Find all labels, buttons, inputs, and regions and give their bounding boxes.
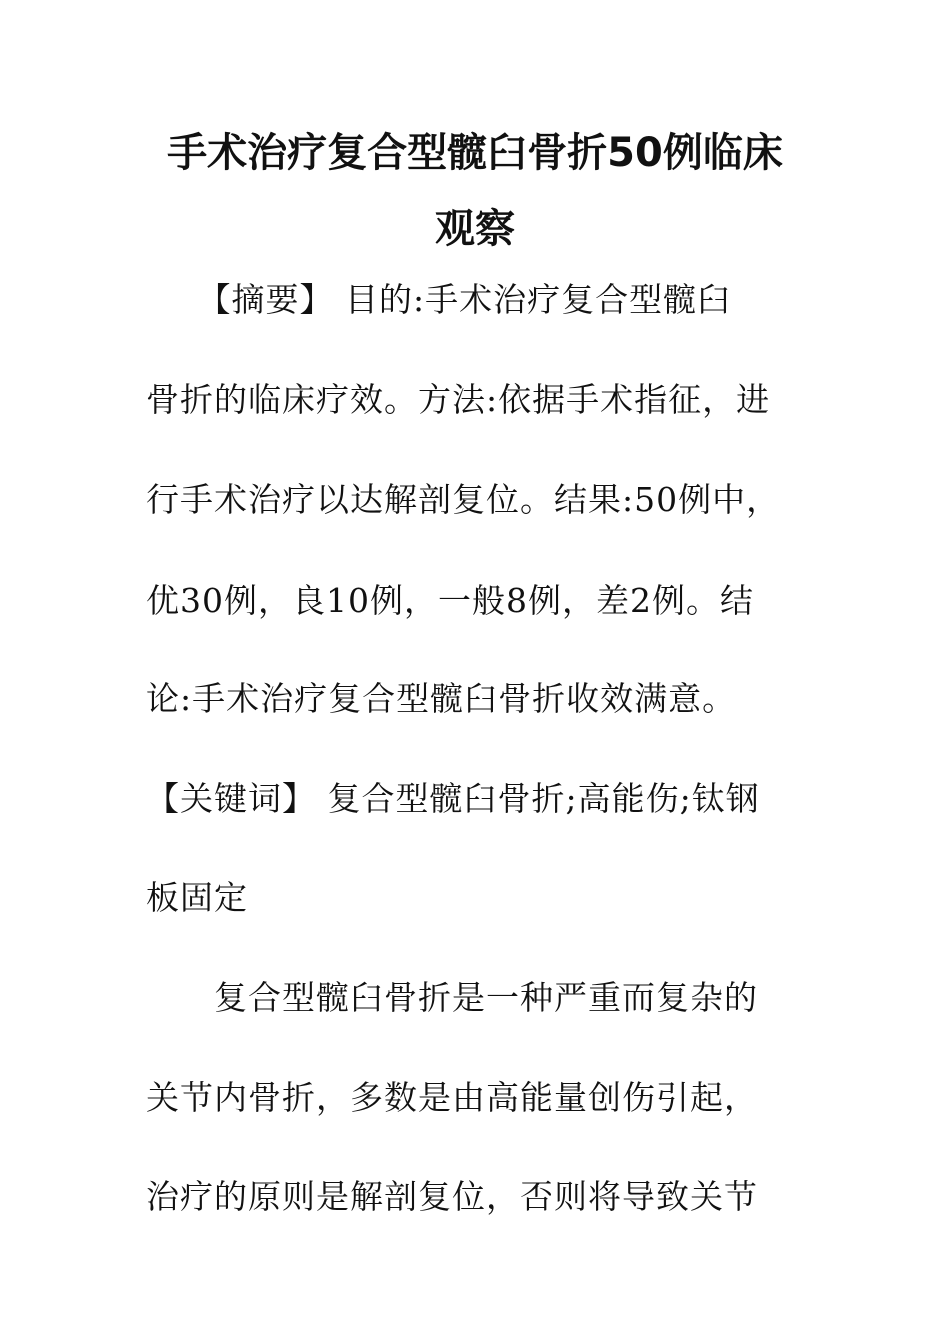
abstract-line-2: 骨折的临床疗效。方法:依据手术指征，进 [146, 380, 771, 419]
body-paragraph-line-2: 关节内骨折，多数是由高能量创伤引起， [146, 1078, 758, 1117]
keywords-line-1: 【关键词】 复合型髋臼骨折;高能伤;钛钢 [146, 779, 760, 818]
abstract-line-1: 【摘要】 目的:手术治疗复合型髋臼 [146, 280, 732, 319]
abstract-line-3: 行手术治疗以达解剖复位。结果:50例中， [146, 480, 781, 519]
keywords-line-2: 板固定 [146, 878, 248, 917]
body-paragraph-line-1: 复合型髋臼骨折是一种严重而复杂的 [146, 978, 758, 1017]
abstract-line-4: 优30例，良10例，一般8例，差2例。结 [146, 581, 754, 620]
abstract-line-5: 论:手术治疗复合型髋臼骨折收效满意。 [146, 679, 737, 718]
document-title-line-2: 观察 [435, 206, 515, 252]
body-paragraph-line-3: 治疗的原则是解剖复位，否则将导致关节 [146, 1177, 758, 1216]
document-title-line-1: 手术治疗复合型髋臼骨折50例临床 [167, 130, 783, 176]
